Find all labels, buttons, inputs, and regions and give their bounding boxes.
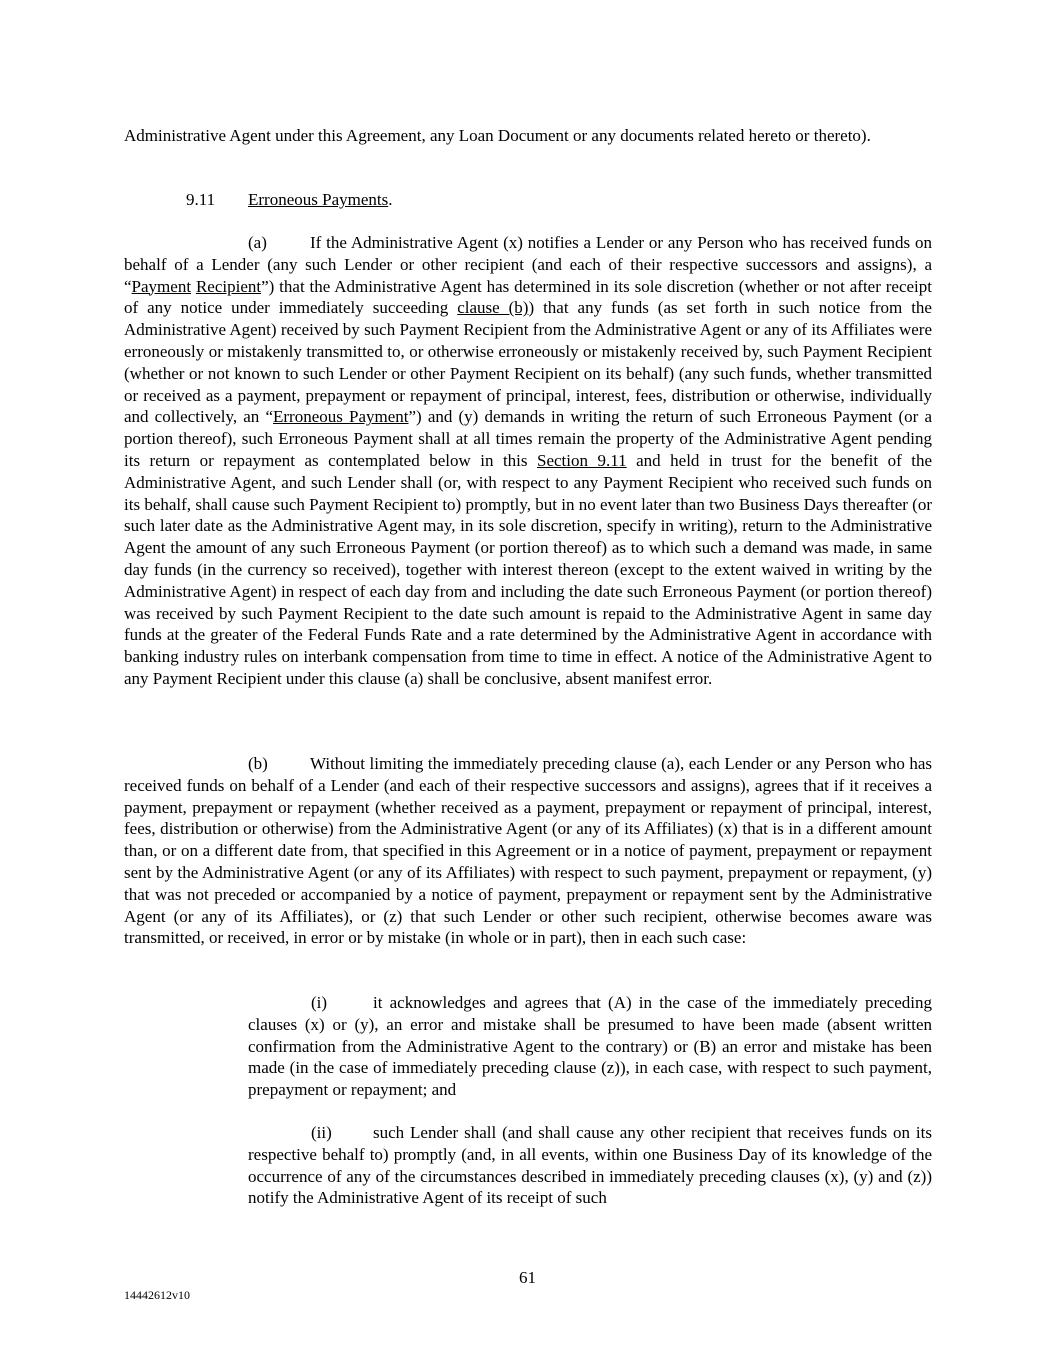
clause-a-text-4: ”) and (y) demands in writing the return of such Erroneous Payment (or a portion thereof), such Erroneous Payment shall at all times remain the property of the Administrative Agent pending its return or repayment as contemplated below in this — [124, 407, 932, 470]
section-title: Erroneous Payments — [248, 190, 389, 209]
term-payment: Payment — [131, 276, 192, 296]
clause-b-paragraph — [124, 753, 932, 949]
clause-b-label: (b) — [248, 754, 268, 773]
clause-b-ii-paragraph — [248, 1122, 932, 1209]
term-recipient: Recipient — [195, 276, 262, 296]
page-number: 61 — [519, 1268, 536, 1287]
term-erroneous-payment: Erroneous Payment — [273, 407, 409, 427]
clause-b-ii-label: (ii) — [311, 1123, 332, 1142]
intro-paragraph — [124, 125, 932, 147]
clause-a-paragraph — [124, 232, 932, 690]
clause-b-ii-text: such Lender shall (and shall cause any other recipient that receives funds on its respective behalf to) promptly (and, in all events, within one Business Day of its knowledge of the occurrence of any of the circumstances described in immediately preceding clauses (x), (y) and (z)) notify the Administrative Agent of its receipt of such — [248, 1123, 932, 1208]
clause-b-i-paragraph — [248, 992, 932, 1101]
clause-a-text-1: If the Administrative Agent (x) notifies a Lender or any Person who has received funds on behalf of a Lender (any such Lender or other recipient (and each of their respective successors and assigns), a “ — [124, 233, 932, 296]
clause-a-text-3: ) that any funds (as set forth in such notice from the Administrative Agent) received by such Payment Recipient from the Administrative Agent or any of its Affiliates were erroneously or mistakenly transmitted to, or otherwise erroneously or mistakenly received by, such Payment Recipient (whether or not known to such Lender or other Payment Recipient on its behalf) (any such funds, whether transmitted or received as a payment, prepayment or repayment of principal, interest, fees, distribution or otherwise, individually and collectively, an “ — [124, 298, 932, 427]
clause-b-i-text: it acknowledges and agrees that (A) in the case of the immediately preceding clauses (x) or (y), an error and mistake shall be presumed to have been made (absent written confirmation from the Administrative Agent to the contrary) or (B) an error and mistake has been made (in the case of immediately preceding clause (z)), in each case, with respect to such payment, prepayment or repayment; and — [248, 993, 932, 1100]
clause-b-text: Without limiting the immediately preceding clause (a), each Lender or any Person who has received funds on behalf of a Lender (and each of their respective successors and assigns), agrees that if it receives a payment, prepayment or repayment (whether received as a payment, prepayment or repayment of principal, interest, fees, distribution or otherwise) from the Administrative Agent (or any of its Affiliates) (x) that is in a different amount than, or on a different date from, that specified in this Agreement or in a notice of payment, prepayment or repayment sent by the Administrative Agent (or any of its Affiliates) with respect to such payment, prepayment or repayment, (y) that was not preceded or accompanied by a notice of payment, prepayment or repayment sent by the Administrative Agent (or any of its Affiliates), or (z) that such Lender or other such recipient, otherwise becomes aware was transmitted, or received, in error or by mistake (in whole or in part), then in each such case: — [124, 754, 932, 948]
section-number: 9.11 — [186, 190, 216, 209]
section-title-period: . — [388, 190, 393, 209]
section-heading — [186, 189, 392, 211]
clause-b-reference: clause (b) — [457, 298, 529, 318]
clause-a-text-5: and held in trust for the benefit of the Administrative Agent, and such Lender shall (or, with respect to any Payment Recipient who received such funds on its behalf, shall cause such Payment Recipient to) promptly, but in no event later than two Business Days thereafter (or such later date as the Administrative Agent may, in its sole discretion, specify in writing), return to the Administrative Agent the amount of any such Erroneous Payment (or portion thereof) as to which such a demand was made, in same day funds (in the currency so received), together with interest thereon (except to the extent waived in writing by the Administrative Agent) in respect of each day from and including the date such Erroneous Payment (or portion thereof) was received by such Payment Recipient to the date such amount is repaid to the Administrative Agent in same day funds at the greater of the Federal Funds Rate and a rate determined by the Administrative Agent in accordance with banking industry rules on interbank compensation from time to time in effect. A notice of the Administrative Agent to any Payment Recipient under this clause (a) shall be conclusive, absent manifest error. — [124, 450, 932, 688]
clause-b-i-label: (i) — [311, 993, 328, 1012]
document-id: 14442612v10 — [124, 1288, 190, 1302]
clause-a-text-2: ”) that the Administrative Agent has determined in its sole discretion (whether or not after receipt of any notice under immediately succeeding — [124, 276, 932, 318]
section-reference: Section 9.11 — [537, 450, 627, 470]
intro-text: Administrative Agent under this Agreement, any Loan Document or any documents related hereto or thereto). — [124, 126, 871, 145]
clause-a-label: (a) — [248, 233, 267, 252]
